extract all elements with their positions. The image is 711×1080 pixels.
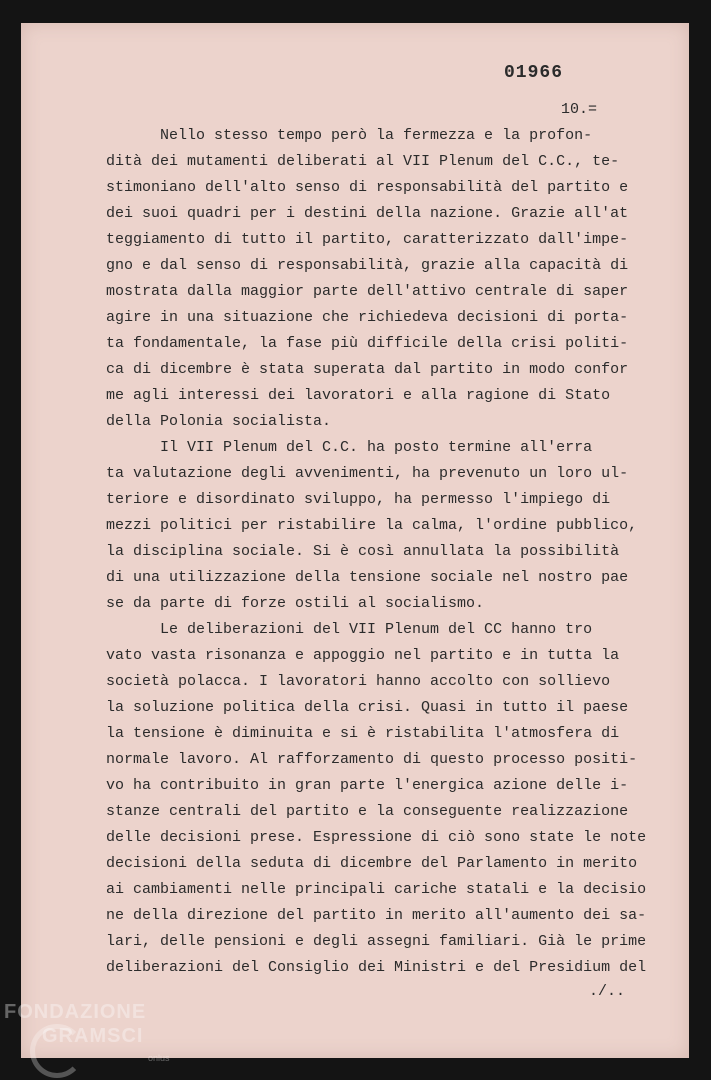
text-line: se da parte di forze ostili al socialismo.	[106, 595, 485, 612]
text-line: stimoniano dell'alto senso di responsabilità del partito e	[106, 179, 629, 196]
text-line: normale lavoro. Al rafforzamento di questo processo positi-	[106, 751, 638, 768]
text-line: teggiamento di tutto il partito, caratterizzato dall'impe-	[106, 231, 629, 248]
text-line: delle decisioni prese. Espressione di ciò sono state le note	[106, 829, 647, 846]
text-line: la soluzione politica della crisi. Quasi in tutto il paese	[106, 699, 629, 716]
text-line: ta valutazione degli avvenimenti, ha prevenuto un loro ul-	[106, 465, 629, 482]
text-line: stanze centrali del partito e la conseguente realizzazione	[106, 803, 629, 820]
text-line: Il VII Plenum del C.C. ha posto termine all'erra	[106, 439, 593, 456]
watermark-suffix: onlus	[148, 1053, 170, 1063]
watermark-line1: FONDAZIONE	[4, 1001, 147, 1023]
text-line: Nello stesso tempo però la fermezza e la profon-	[106, 127, 593, 144]
text-line: la disciplina sociale. Si è così annullata la possibilità	[106, 543, 620, 560]
watermark-line2: GRAMSCI	[42, 1025, 144, 1047]
text-line: ta fondamentale, la fase più difficile della crisi politi-	[106, 335, 629, 352]
text-line: ca di dicembre è stata superata dal partito in modo confor	[106, 361, 629, 378]
text-line: la tensione è diminuita e si è ristabilita l'atmosfera di	[106, 725, 620, 742]
text-line: della Polonia socialista.	[106, 413, 332, 430]
text-line: me agli interessi dei lavoratori e alla ragione di Stato	[106, 387, 611, 404]
text-line: deliberazioni del Consiglio dei Ministri e del Presidium del	[106, 959, 647, 976]
document-page	[21, 23, 689, 1058]
text-line: mezzi politici per ristabilire la calma, l'ordine pubblico,	[106, 517, 638, 534]
text-line: agire in una situazione che richiedeva decisioni di porta-	[106, 309, 629, 326]
continuation-mark: ./..	[589, 983, 626, 1000]
text-line: dità dei mutamenti deliberati al VII Plenum del C.C., te-	[106, 153, 620, 170]
text-line: ai cambiamenti nelle principali cariche statali e la decisio	[106, 881, 647, 898]
text-line: mostrata dalla maggior parte dell'attivo centrale di saper	[106, 283, 629, 300]
text-line: lari, delle pensioni e degli assegni familiari. Già le prime	[106, 933, 647, 950]
watermark-logo	[4, 1001, 170, 1063]
page-number: 10.=	[561, 101, 598, 118]
text-line: società polacca. I lavoratori hanno accolto con sollievo	[106, 673, 611, 690]
text-line: teriore e disordinato sviluppo, ha permesso l'impiego di	[106, 491, 611, 508]
text-line: dei suoi quadri per i destini della nazione. Grazie all'at	[106, 205, 629, 222]
text-line: di una utilizzazione della tensione sociale nel nostro pae	[106, 569, 629, 586]
text-line: vato vasta risonanza e appoggio nel partito e in tutta la	[106, 647, 620, 664]
text-line: vo ha contribuito in gran parte l'energica azione delle i-	[106, 777, 629, 794]
text-line: Le deliberazioni del VII Plenum del CC hanno tro	[106, 621, 593, 638]
document-number: 01966	[504, 63, 564, 83]
text-line: gno e dal senso di responsabilità, grazie alla capacità di	[106, 257, 629, 274]
watermark-g-icon	[30, 1024, 84, 1078]
text-line: ne della direzione del partito in merito all'aumento dei sa-	[106, 907, 647, 924]
text-line: decisioni della seduta di dicembre del Parlamento in merito	[106, 855, 638, 872]
